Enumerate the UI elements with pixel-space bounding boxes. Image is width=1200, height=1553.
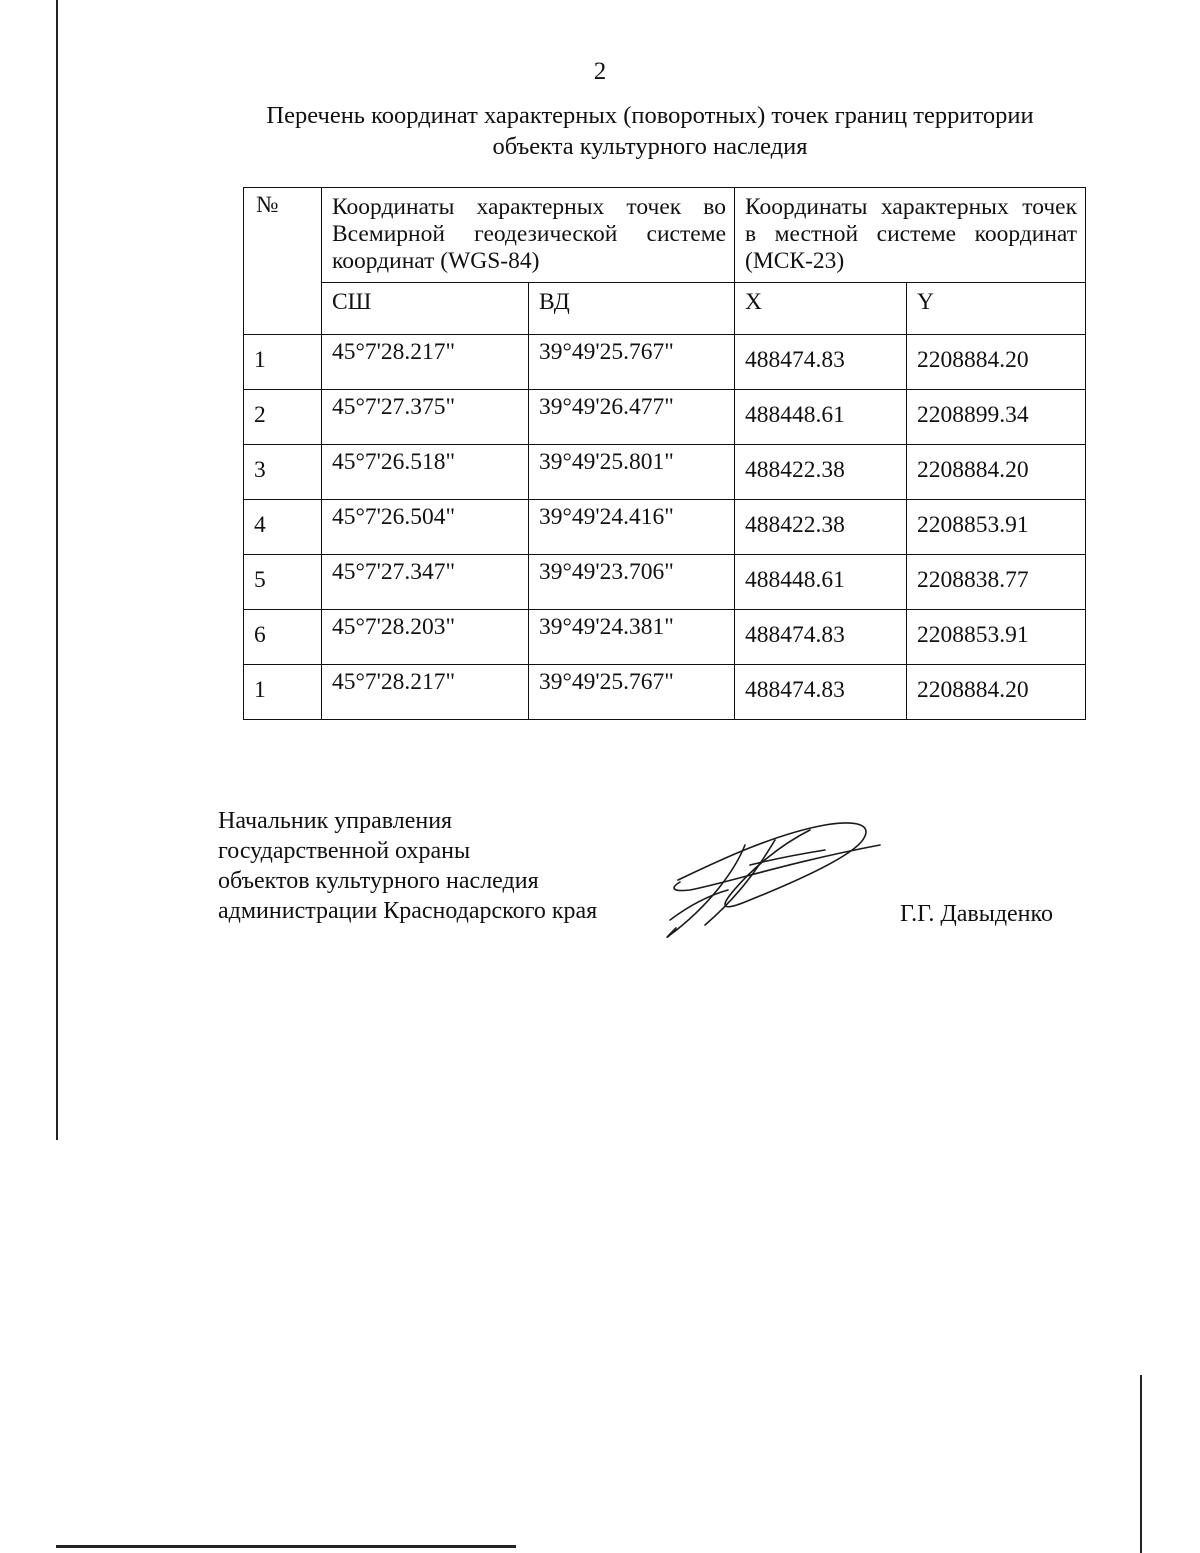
cell-y: 2208884.20 [907, 445, 1086, 500]
cell-longitude: 39°49'25.767" [529, 335, 735, 390]
cell-x: 488422.38 [735, 445, 907, 500]
page-number: 2 [593, 58, 607, 85]
cell-x: 488474.83 [735, 335, 907, 390]
table-row [244, 445, 1086, 500]
document-title [200, 100, 1100, 162]
table-row [244, 610, 1086, 665]
table-row [244, 335, 1086, 390]
position-line-2: государственной охраны [218, 838, 471, 864]
signatory-position [218, 806, 597, 926]
table-header-row [244, 188, 1086, 283]
header-longitude: ВД [529, 283, 735, 335]
cell-x: 488448.61 [735, 390, 907, 445]
scan-edge-left [56, 0, 58, 1140]
cell-longitude: 39°49'25.767" [529, 665, 735, 720]
title-line-2: объекта культурного наследия [492, 133, 808, 160]
cell-longitude: 39°49'24.381" [529, 610, 735, 665]
table-row [244, 500, 1086, 555]
cell-longitude: 39°49'25.801" [529, 445, 735, 500]
scan-edge-bottom [56, 1545, 516, 1548]
cell-latitude: 45°7'27.347" [322, 555, 529, 610]
cell-y: 2208884.20 [907, 665, 1086, 720]
cell-x: 488474.83 [735, 610, 907, 665]
cell-number: 2 [244, 390, 322, 445]
table-row [244, 390, 1086, 445]
cell-latitude: 45°7'26.504" [322, 500, 529, 555]
cell-y: 2208853.91 [907, 610, 1086, 665]
position-line-3: объектов культурного наследия [218, 868, 539, 894]
cell-longitude: 39°49'26.477" [529, 390, 735, 445]
cell-number: 1 [244, 335, 322, 390]
cell-latitude: 45°7'28.217" [322, 665, 529, 720]
header-wgs84-group: Координаты характерных точек во Всемирной геодезической системе координат (WGS-84) [322, 188, 735, 283]
header-number: № [244, 188, 322, 335]
cell-y: 2208884.20 [907, 335, 1086, 390]
cell-number: 5 [244, 555, 322, 610]
table-row [244, 665, 1086, 720]
cell-latitude: 45°7'28.203" [322, 610, 529, 665]
cell-x: 488474.83 [735, 665, 907, 720]
scan-edge-right [1140, 1375, 1142, 1553]
cell-latitude: 45°7'26.518" [322, 445, 529, 500]
cell-number: 3 [244, 445, 322, 500]
header-latitude: СШ [322, 283, 529, 335]
cell-latitude: 45°7'27.375" [322, 390, 529, 445]
signer-name: Г.Г. Давыденко [900, 901, 1053, 927]
cell-number: 4 [244, 500, 322, 555]
table-subheader-row [244, 283, 1086, 335]
cell-x: 488422.38 [735, 500, 907, 555]
cell-x: 488448.61 [735, 555, 907, 610]
cell-y: 2208838.77 [907, 555, 1086, 610]
cell-y: 2208853.91 [907, 500, 1086, 555]
cell-latitude: 45°7'28.217" [322, 335, 529, 390]
position-line-1: Начальник управления [218, 808, 453, 834]
coordinates-table [243, 187, 1086, 720]
cell-longitude: 39°49'23.706" [529, 555, 735, 610]
position-line-4: администрации Краснодарского края [218, 898, 598, 924]
title-line-1: Перечень координат характерных (поворотных) точек границ территории [266, 102, 1034, 129]
handwritten-signature [650, 810, 890, 940]
cell-number: 6 [244, 610, 322, 665]
header-msk23-group: Координаты характерных точек в местной системе координат (МСК-23) [735, 188, 1086, 283]
cell-longitude: 39°49'24.416" [529, 500, 735, 555]
header-y: Y [907, 283, 1086, 335]
cell-number: 1 [244, 665, 322, 720]
header-x: X [735, 283, 907, 335]
cell-y: 2208899.34 [907, 390, 1086, 445]
table-row [244, 555, 1086, 610]
